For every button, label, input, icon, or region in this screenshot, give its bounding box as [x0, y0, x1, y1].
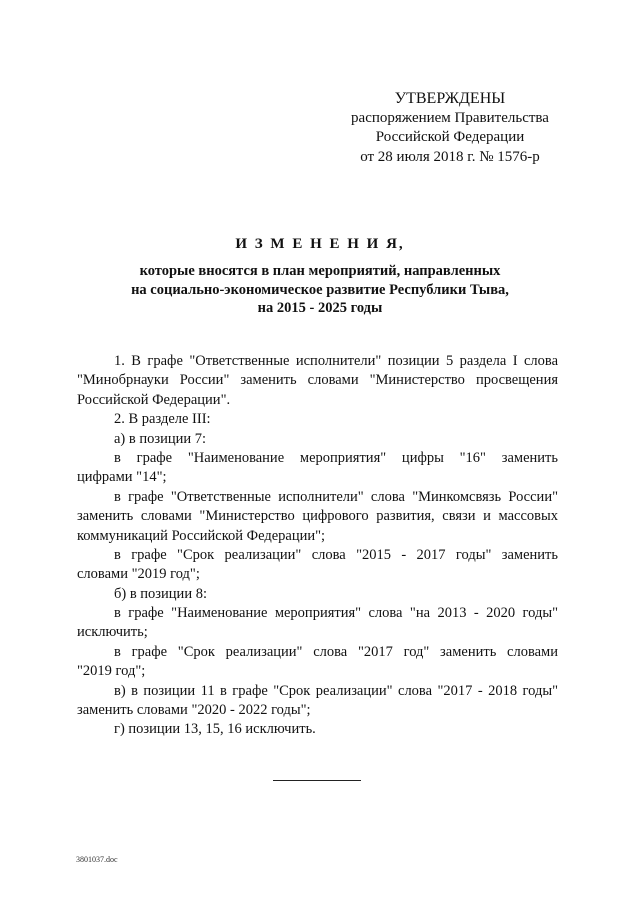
- approval-heading: УТВЕРЖДЕНЫ: [394, 90, 506, 107]
- body-line: коммуникаций Российской Федерации";: [77, 527, 326, 544]
- body-line: цифрами "14";: [77, 469, 167, 486]
- document-body: [77, 352, 558, 740]
- body-line: в графе "Ответственные исполнители" слова "Минкомсвязь России": [114, 488, 558, 505]
- body-line: б) в позиции 8:: [114, 585, 207, 602]
- body-line: в графе "Срок реализации" слова "2015 - 2017 годы" заменить: [114, 546, 558, 563]
- body-line: "2019 год";: [77, 663, 146, 680]
- document-title: И З М Е Н Е Н И Я,: [235, 236, 405, 252]
- body-line: в графе "Наименование мероприятия" слова "на 2013 - 2020 годы": [114, 605, 558, 622]
- body-line: исключить;: [77, 624, 148, 641]
- subtitle-line-1: которые вносятся в план мероприятий, направленных: [139, 263, 501, 279]
- approval-block: [340, 89, 560, 167]
- body-line: в графе "Срок реализации" слова "2017 год" заменить словами: [114, 643, 558, 660]
- body-line: г) позиции 13, 15, 16 исключить.: [114, 721, 316, 738]
- document-subtitle: [60, 262, 580, 318]
- body-line: а) в позиции 7:: [114, 430, 207, 447]
- approval-line-3: от 28 июля 2018 г. № 1576-р: [360, 148, 540, 165]
- subtitle-line-2: на социально-экономическое развитие Республики Тыва,: [131, 281, 509, 298]
- approval-line-1: распоряжением Правительства: [351, 109, 549, 126]
- end-rule: [273, 780, 361, 781]
- body-line: 2. В разделе III:: [114, 411, 211, 428]
- body-line: в) в позиции 11 в графе "Срок реализации" слова "2017 - 2018 годы": [114, 682, 558, 699]
- body-line: Российской Федерации".: [77, 391, 231, 408]
- body-line: 1. В графе "Ответственные исполнители" позиции 5 раздела I слова: [114, 353, 558, 369]
- body-line: словами "2019 год";: [77, 566, 200, 583]
- body-line: "Минобрнауки России" заменить словами "Министерство просвещения: [77, 372, 558, 389]
- approval-line-2: Российской Федерации: [375, 129, 525, 145]
- file-reference: 3801037.doc: [76, 855, 118, 864]
- body-line: в графе "Наименование мероприятия" цифры "16" заменить: [114, 449, 558, 466]
- body-line: заменить словами "Министерство цифрового развития, связи и массовых: [77, 508, 558, 525]
- body-line: заменить словами "2020 - 2022 годы";: [77, 702, 311, 719]
- subtitle-line-3: на 2015 - 2025 годы: [257, 300, 383, 316]
